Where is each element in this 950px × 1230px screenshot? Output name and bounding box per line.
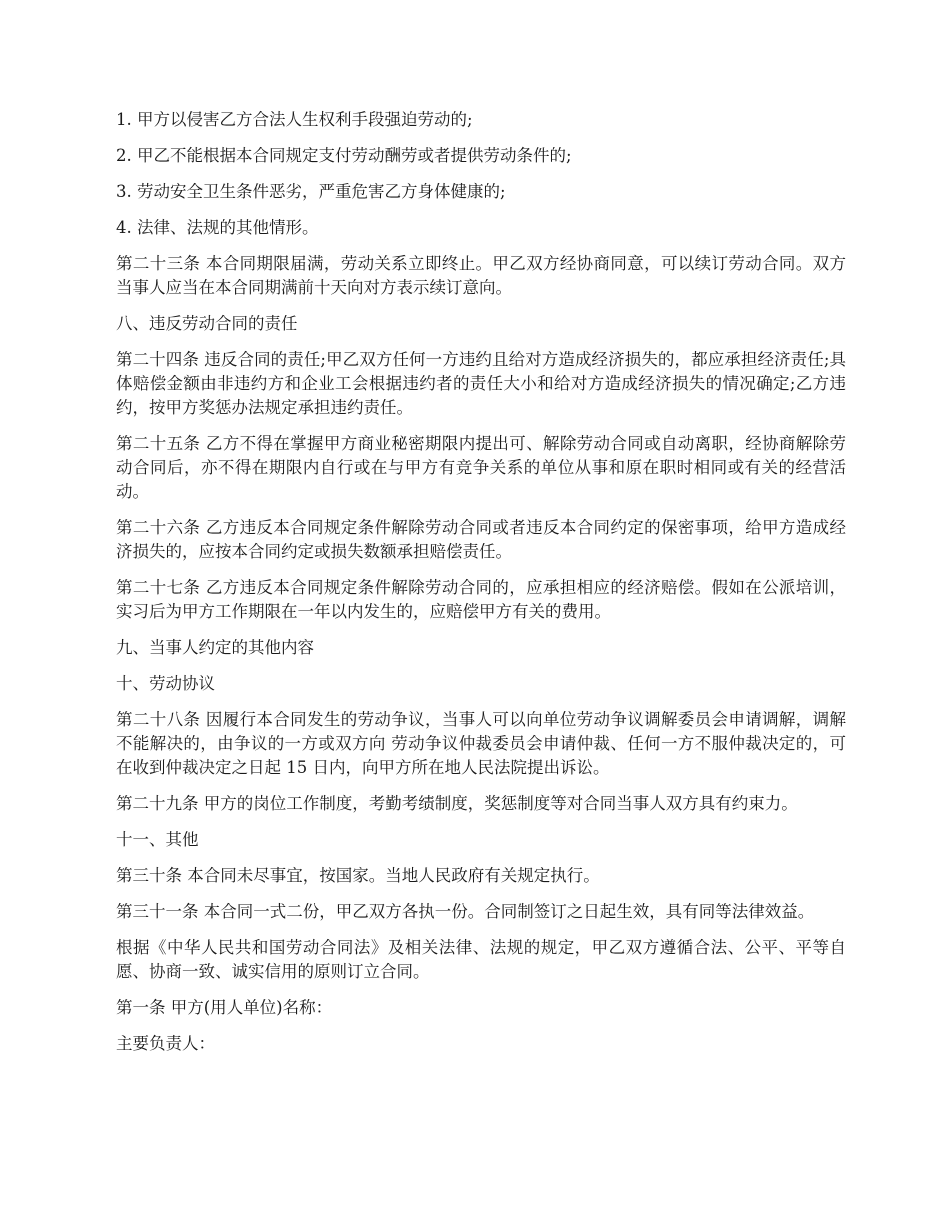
article-24: 第二十四条 违反合同的责任;甲乙双方任何一方违约且给对方造成经济损失的，都应承担经济责任;具体赔偿金额由非违约方和企业工会根据违约者的责任大小和给对方造成经济损失的情况确定;乙方违约，按甲方奖惩办法规定承担违约责任。 (116, 350, 846, 417)
clause-item-2: 2. 甲乙不能根据本合同规定支付劳动酬劳或者提供劳动条件的; (116, 146, 572, 165)
document-body (116, 108, 846, 1068)
article-29: 第二十九条 甲方的岗位工作制度，考勤考绩制度，奖惩制度等对合同当事人双方具有约束力。 (116, 794, 798, 813)
article-23: 第二十三条 本合同期限届满，劳动关系立即终止。甲乙双方经协商同意，可以续订劳动合同。双方当事人应当在本合同期满前十天向对方表示续订意向。 (116, 254, 846, 297)
article-27: 第二十七条 乙方违反本合同规定条件解除劳动合同的，应承担相应的经济赔偿。假如在公派培训，实习后为甲方工作期限在一年以内发生的，应赔偿甲方有关的费用。 (116, 578, 846, 621)
section-heading-11: 十一、其他 (116, 830, 199, 849)
principal-responsible-person: 主要负责人： (116, 1034, 215, 1053)
section-heading-8: 八、违反劳动合同的责任 (116, 314, 298, 333)
clause-item-4: 4. 法律、法规的其他情形。 (116, 218, 319, 237)
article-26: 第二十六条 乙方违反本合同规定条件解除劳动合同或者违反本合同约定的保密事项，给甲方造成经济损失的，应按本合同约定或损失数额承担赔偿责任。 (116, 518, 846, 561)
section-heading-10: 十、劳动协议 (116, 674, 215, 693)
section-heading-9: 九、当事人约定的其他内容 (116, 638, 314, 657)
article-30: 第三十条 本合同未尽事宜，按国家。当地人民政府有关规定执行。 (116, 866, 600, 885)
article-31: 第三十一条 本合同一式二份，甲乙双方各执一份。合同制签订之日起生效，具有同等法律效益。 (116, 902, 815, 921)
clause-item-3: 3. 劳动安全卫生条件恶劣，严重危害乙方身体健康的; (116, 182, 506, 201)
clause-item-1: 1. 甲方以侵害乙方合法人生权利手段强迫劳动的; (116, 110, 473, 129)
article-28: 第二十八条 因履行本合同发生的劳动争议，当事人可以向单位劳动争议调解委员会申请调解，调解不能解决的，由争议的一方或双方向 劳动争议仲裁委员会申请仲裁、任何一方不服仲裁决定的，可在收到仲裁决定之日起 15 日内，向甲方所在地人民法院提出诉讼。 (116, 710, 846, 777)
preamble-paragraph: 根据《中华人民共和国劳动合同法》及相关法律、法规的规定，甲乙双方遵循合法、公平、平等自愿、协商一致、诚实信用的原则订立合同。 (116, 938, 846, 981)
article-1-employer-name: 第一条 甲方(用人单位)名称： (116, 998, 333, 1017)
article-25: 第二十五条 乙方不得在掌握甲方商业秘密期限内提出可、解除劳动合同或自动离职，经协商解除劳动合同后，亦不得在期限内自行或在与甲方有竞争关系的单位从事和原在职时相同或有关的经营活动。 (116, 434, 846, 501)
